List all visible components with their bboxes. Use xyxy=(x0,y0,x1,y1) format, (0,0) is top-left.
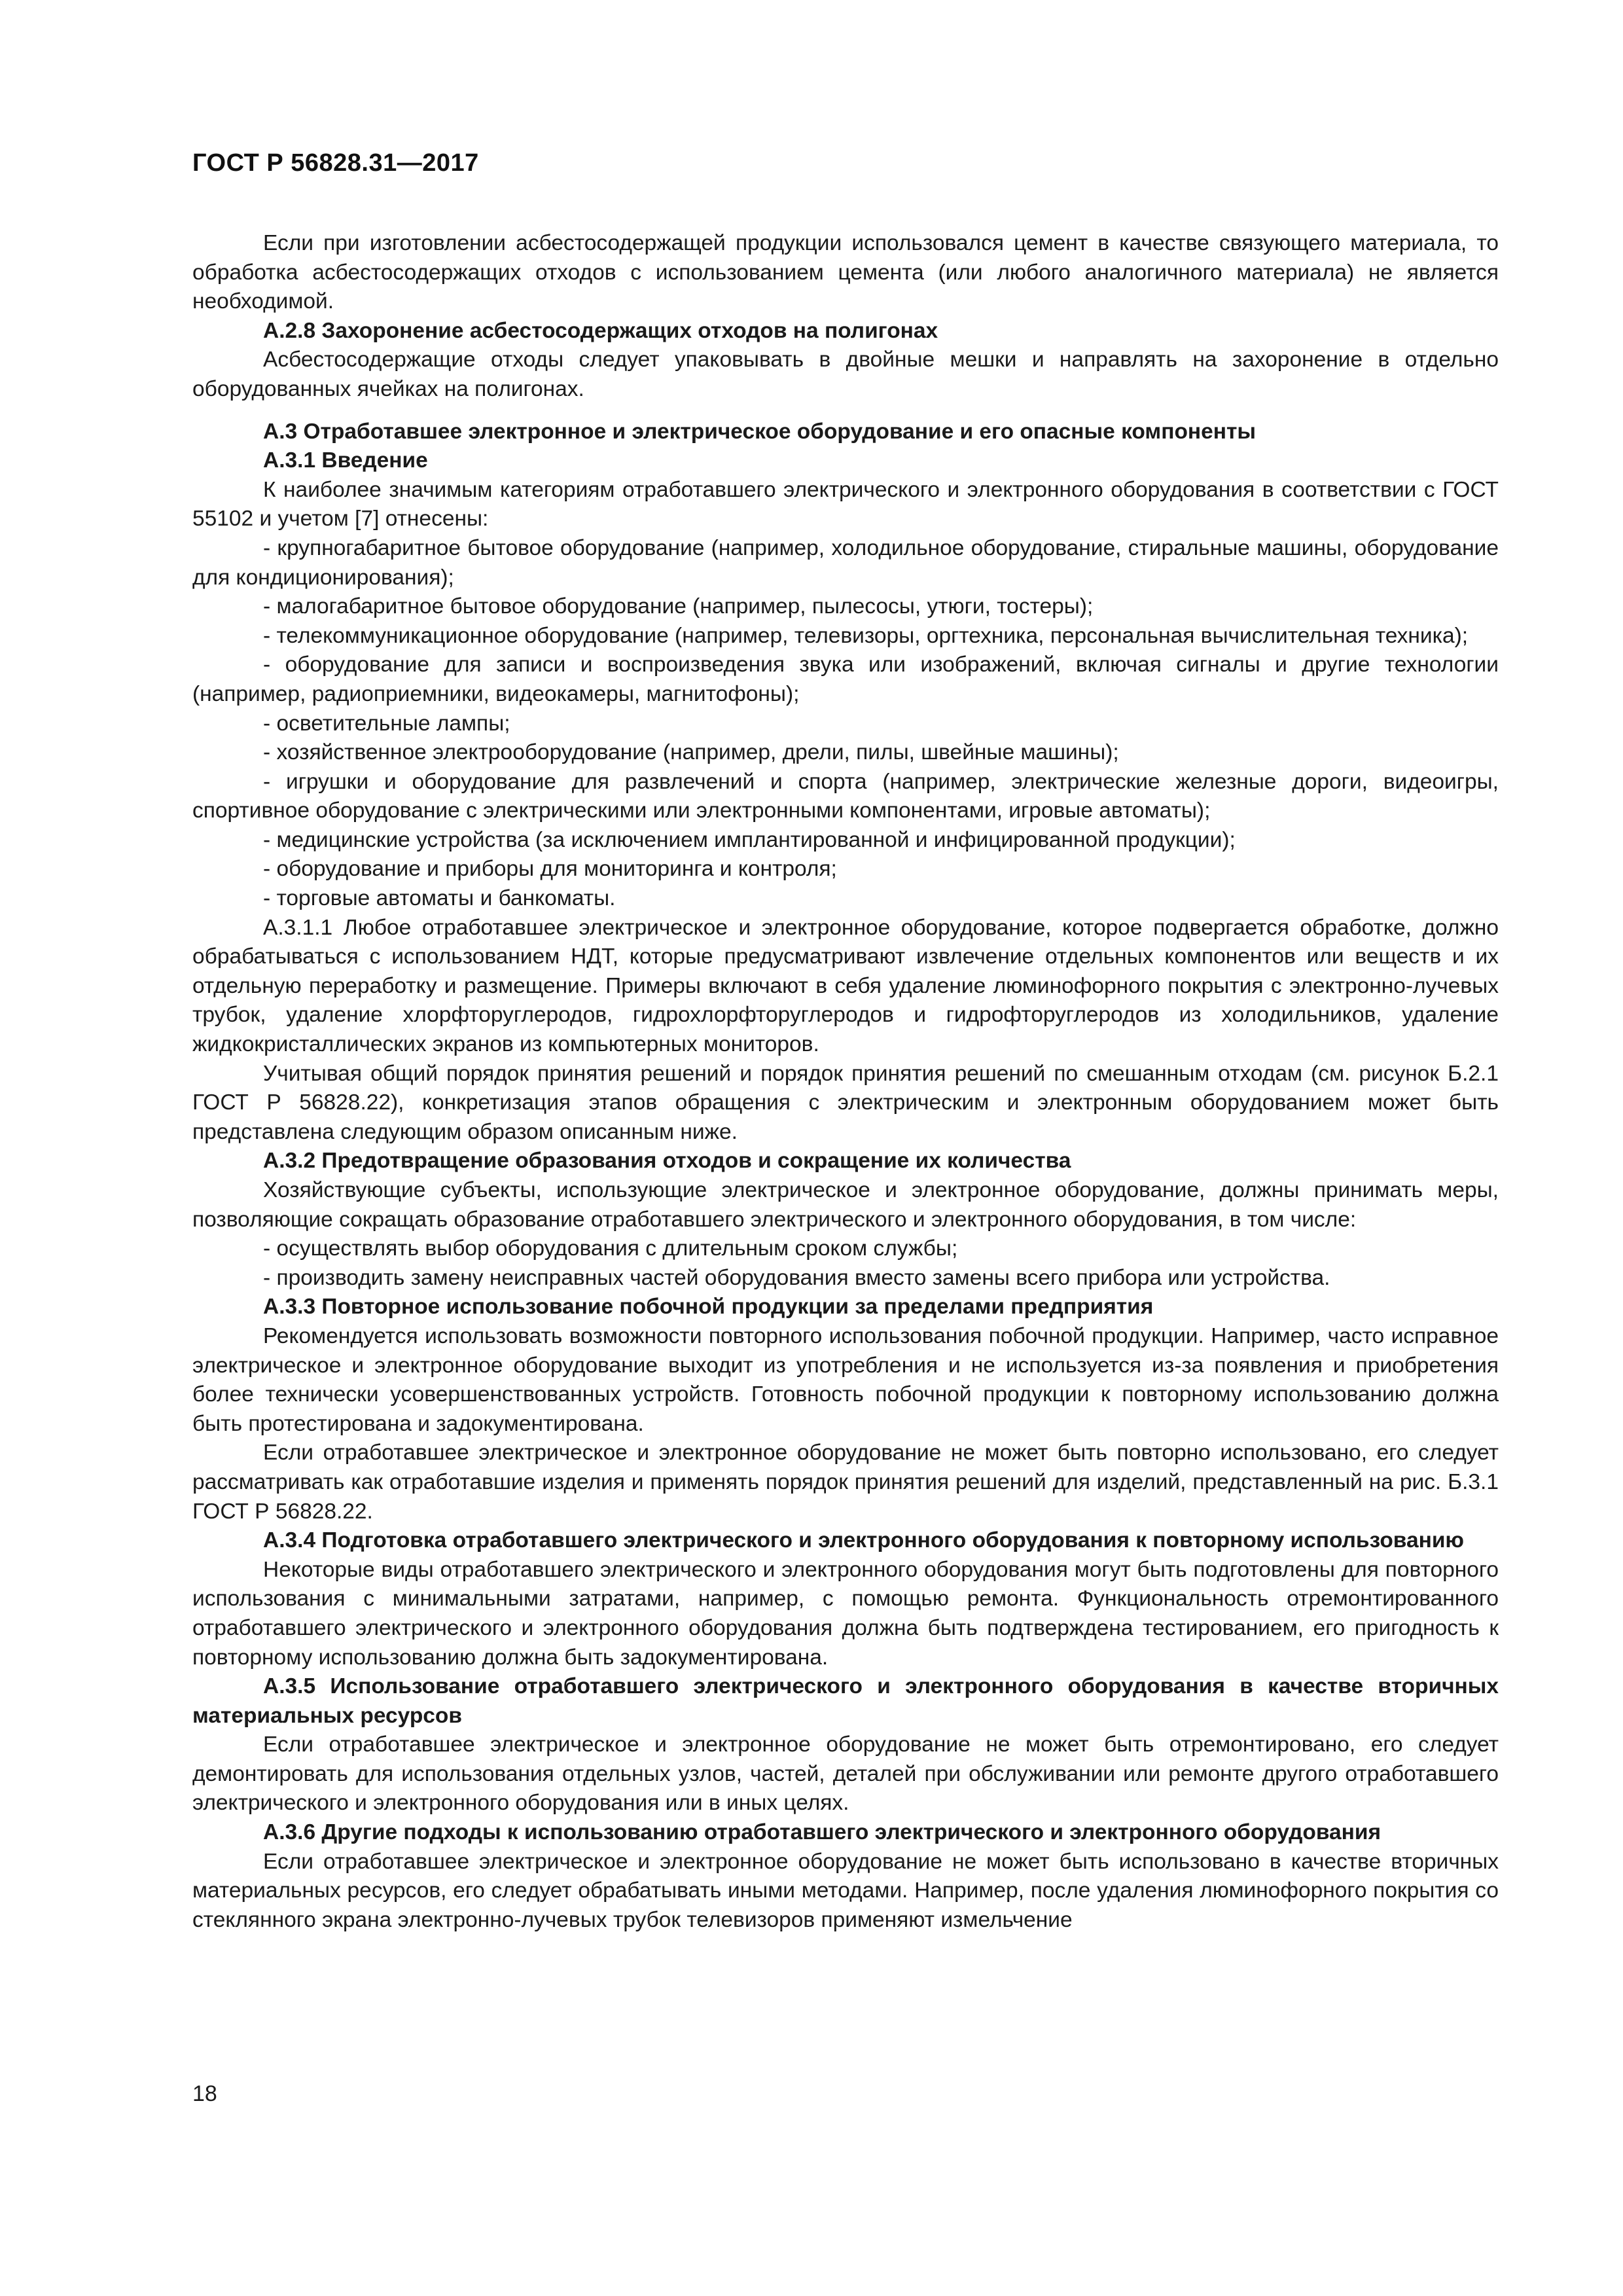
paragraph: Учитывая общий порядок принятия решений и порядок принятия решений по смешанным отходам (см. рисунок Б.2.1 ГОСТ Р 56828.22), конкретизация этапов обращения с электрическим и электронным оборудованием может быть представлена следующим образом описанным ниже. xyxy=(192,1061,1499,1144)
section-heading: А.3.3 Повторное использование побочной продукции за пределами предприятия xyxy=(263,1295,1154,1319)
paragraph: Если при изготовлении асбестосодержащей продукции использовался цемент в качестве связующего материала, то обработка асбестосодержащих отходов с использованием цемента (или любого аналогичного материала) не является необходимой. xyxy=(192,231,1499,314)
list-item: - оборудование для записи и воспроизведения звука или изображений, включая сигналы и другие технологии (например, радиоприемники, видеокамеры, магнитофоны); xyxy=(192,653,1499,706)
paragraph: Асбестосодержащие отходы следует упаковывать в двойные мешки и направлять на захоронение в отдельно оборудованных ячейках на полигонах. xyxy=(192,348,1499,401)
section-heading: А.3.2 Предотвращение образования отходов и сокращение их количества xyxy=(263,1149,1071,1174)
list-item: - малогабаритное бытовое оборудование (например, пылесосы, утюги, тостеры); xyxy=(263,594,1094,619)
list-item: - оборудование и приборы для мониторинга и контроля; xyxy=(263,857,837,882)
section-heading: А.3 Отработавшее электронное и электрическое оборудование и его опасные компоненты xyxy=(263,419,1257,444)
section-heading: А.2.8 Захоронение асбестосодержащих отходов на полигонах xyxy=(263,318,938,343)
document-body xyxy=(192,229,1499,1935)
paragraph: Если отработавшее электрическое и электронное оборудование не может быть использовано в качестве вторичных материальных ресурсов, его следует обрабатывать иными методами. Например, после удаления люминофорного покрытия со стеклянного экрана электронно-лучевых трубок телевизоров применяют измельчение xyxy=(192,1849,1499,1932)
paragraph: Некоторые виды отработавшего электрического и электронного оборудования могут быть подготовлены для повторного использования с минимальными затратами, например, с помощью ремонта. Функциональность отремонтированного отработавшего электрического и электронного оборудования должна быть подтверждена тестированием, его пригодность к повторному использованию должна быть задокументирована. xyxy=(192,1557,1499,1670)
paragraph: Хозяйствующие субъекты, использующие электрическое и электронное оборудование, должны принимать меры, позволяющие сокращать образование отработавшего электрического и электронного оборудования, в том числе: xyxy=(192,1178,1499,1232)
list-item: - телекоммуникационное оборудование (например, телевизоры, оргтехника, персональная вычислительная техника); xyxy=(263,623,1469,648)
list-item: - игрушки и оборудование для развлечений и спорта (например, электрические железные дороги, видеоигры, спортивное оборудование с электрическими или электронными компонентами, игровые автоматы); xyxy=(192,769,1499,823)
list-item: - хозяйственное электрооборудование (например, дрели, пилы, швейные машины); xyxy=(263,740,1119,765)
section-heading: А.3.1 Введение xyxy=(263,448,428,473)
list-item: - осуществлять выбор оборудования с длительным сроком службы; xyxy=(263,1236,958,1261)
list-item: - производить замену неисправных частей оборудования вместо замены всего прибора или устройства. xyxy=(263,1265,1330,1290)
paragraph: К наиболее значимым категориям отработавшего электрического и электронного оборудования в соответствии с ГОСТ 55102 и учетом [7] отнесены: xyxy=(192,477,1499,531)
page-number: 18 xyxy=(192,2081,217,2106)
list-item: - крупногабаритное бытовое оборудование (например, холодильное оборудование, стиральные машины, оборудование для кондиционирования); xyxy=(192,535,1499,590)
list-item: - торговые автоматы и банкоматы. xyxy=(263,886,616,911)
section-heading: А.3.4 Подготовка отработавшего электрического и электронного оборудования к повторному использованию xyxy=(263,1528,1465,1553)
list-item: - медицинские устройства (за исключением имплантированной и инфицированной продукции); xyxy=(263,827,1236,852)
paragraph: Если отработавшее электрическое и электронное оборудование не может быть отремонтировано, его следует демонтировать для использования отдельных узлов, частей, деталей при обслуживании или ремонте другого отработавшего электрического и электронного оборудования или в иных целях. xyxy=(192,1732,1499,1816)
paragraph: Рекомендуется использовать возможности повторного использования побочной продукции. Например, часто исправное электрическое и электронное оборудование выходит из употребления и не используется из-за появления и приобретения более технически усовершенствованных устройств. Готовность побочной продукции к повторному использованию должна быть протестирована и задокументирована. xyxy=(192,1323,1499,1436)
section-heading: А.3.5 Использование отработавшего электрического и электронного оборудования в качестве вторичных материальных ресурсов xyxy=(192,1674,1499,1728)
paragraph: Если отработавшее электрическое и электронное оборудование не может быть повторно использовано, его следует рассматривать как отработавшие изделия и применять порядок принятия решений для изделий, представленный на рис. Б.3.1 ГОСТ Р 56828.22. xyxy=(192,1441,1499,1524)
document-header-title: ГОСТ Р 56828.31—2017 xyxy=(192,149,479,177)
section-heading: А.3.6 Другие подходы к использованию отработавшего электрического и электронного оборудования xyxy=(263,1820,1382,1845)
paragraph: А.3.1.1 Любое отработавшее электрическое и электронное оборудование, которое подвергается обработке, должно обрабатываться с использованием НДТ, которые предусматривают извлечение отдельных компонентов или веществ и их отдельную переработку и размещение. Примеры включают в себя удаление люминофорного покрытия с электронно-лучевых трубок, удаление хлорфторуглеродов, гидрохлорфторуглеродов и гидрофторуглеродов из холодильников, удаление жидкокристаллических экранов из компьютерных мониторов. xyxy=(192,915,1499,1057)
list-item: - осветительные лампы; xyxy=(263,711,510,736)
